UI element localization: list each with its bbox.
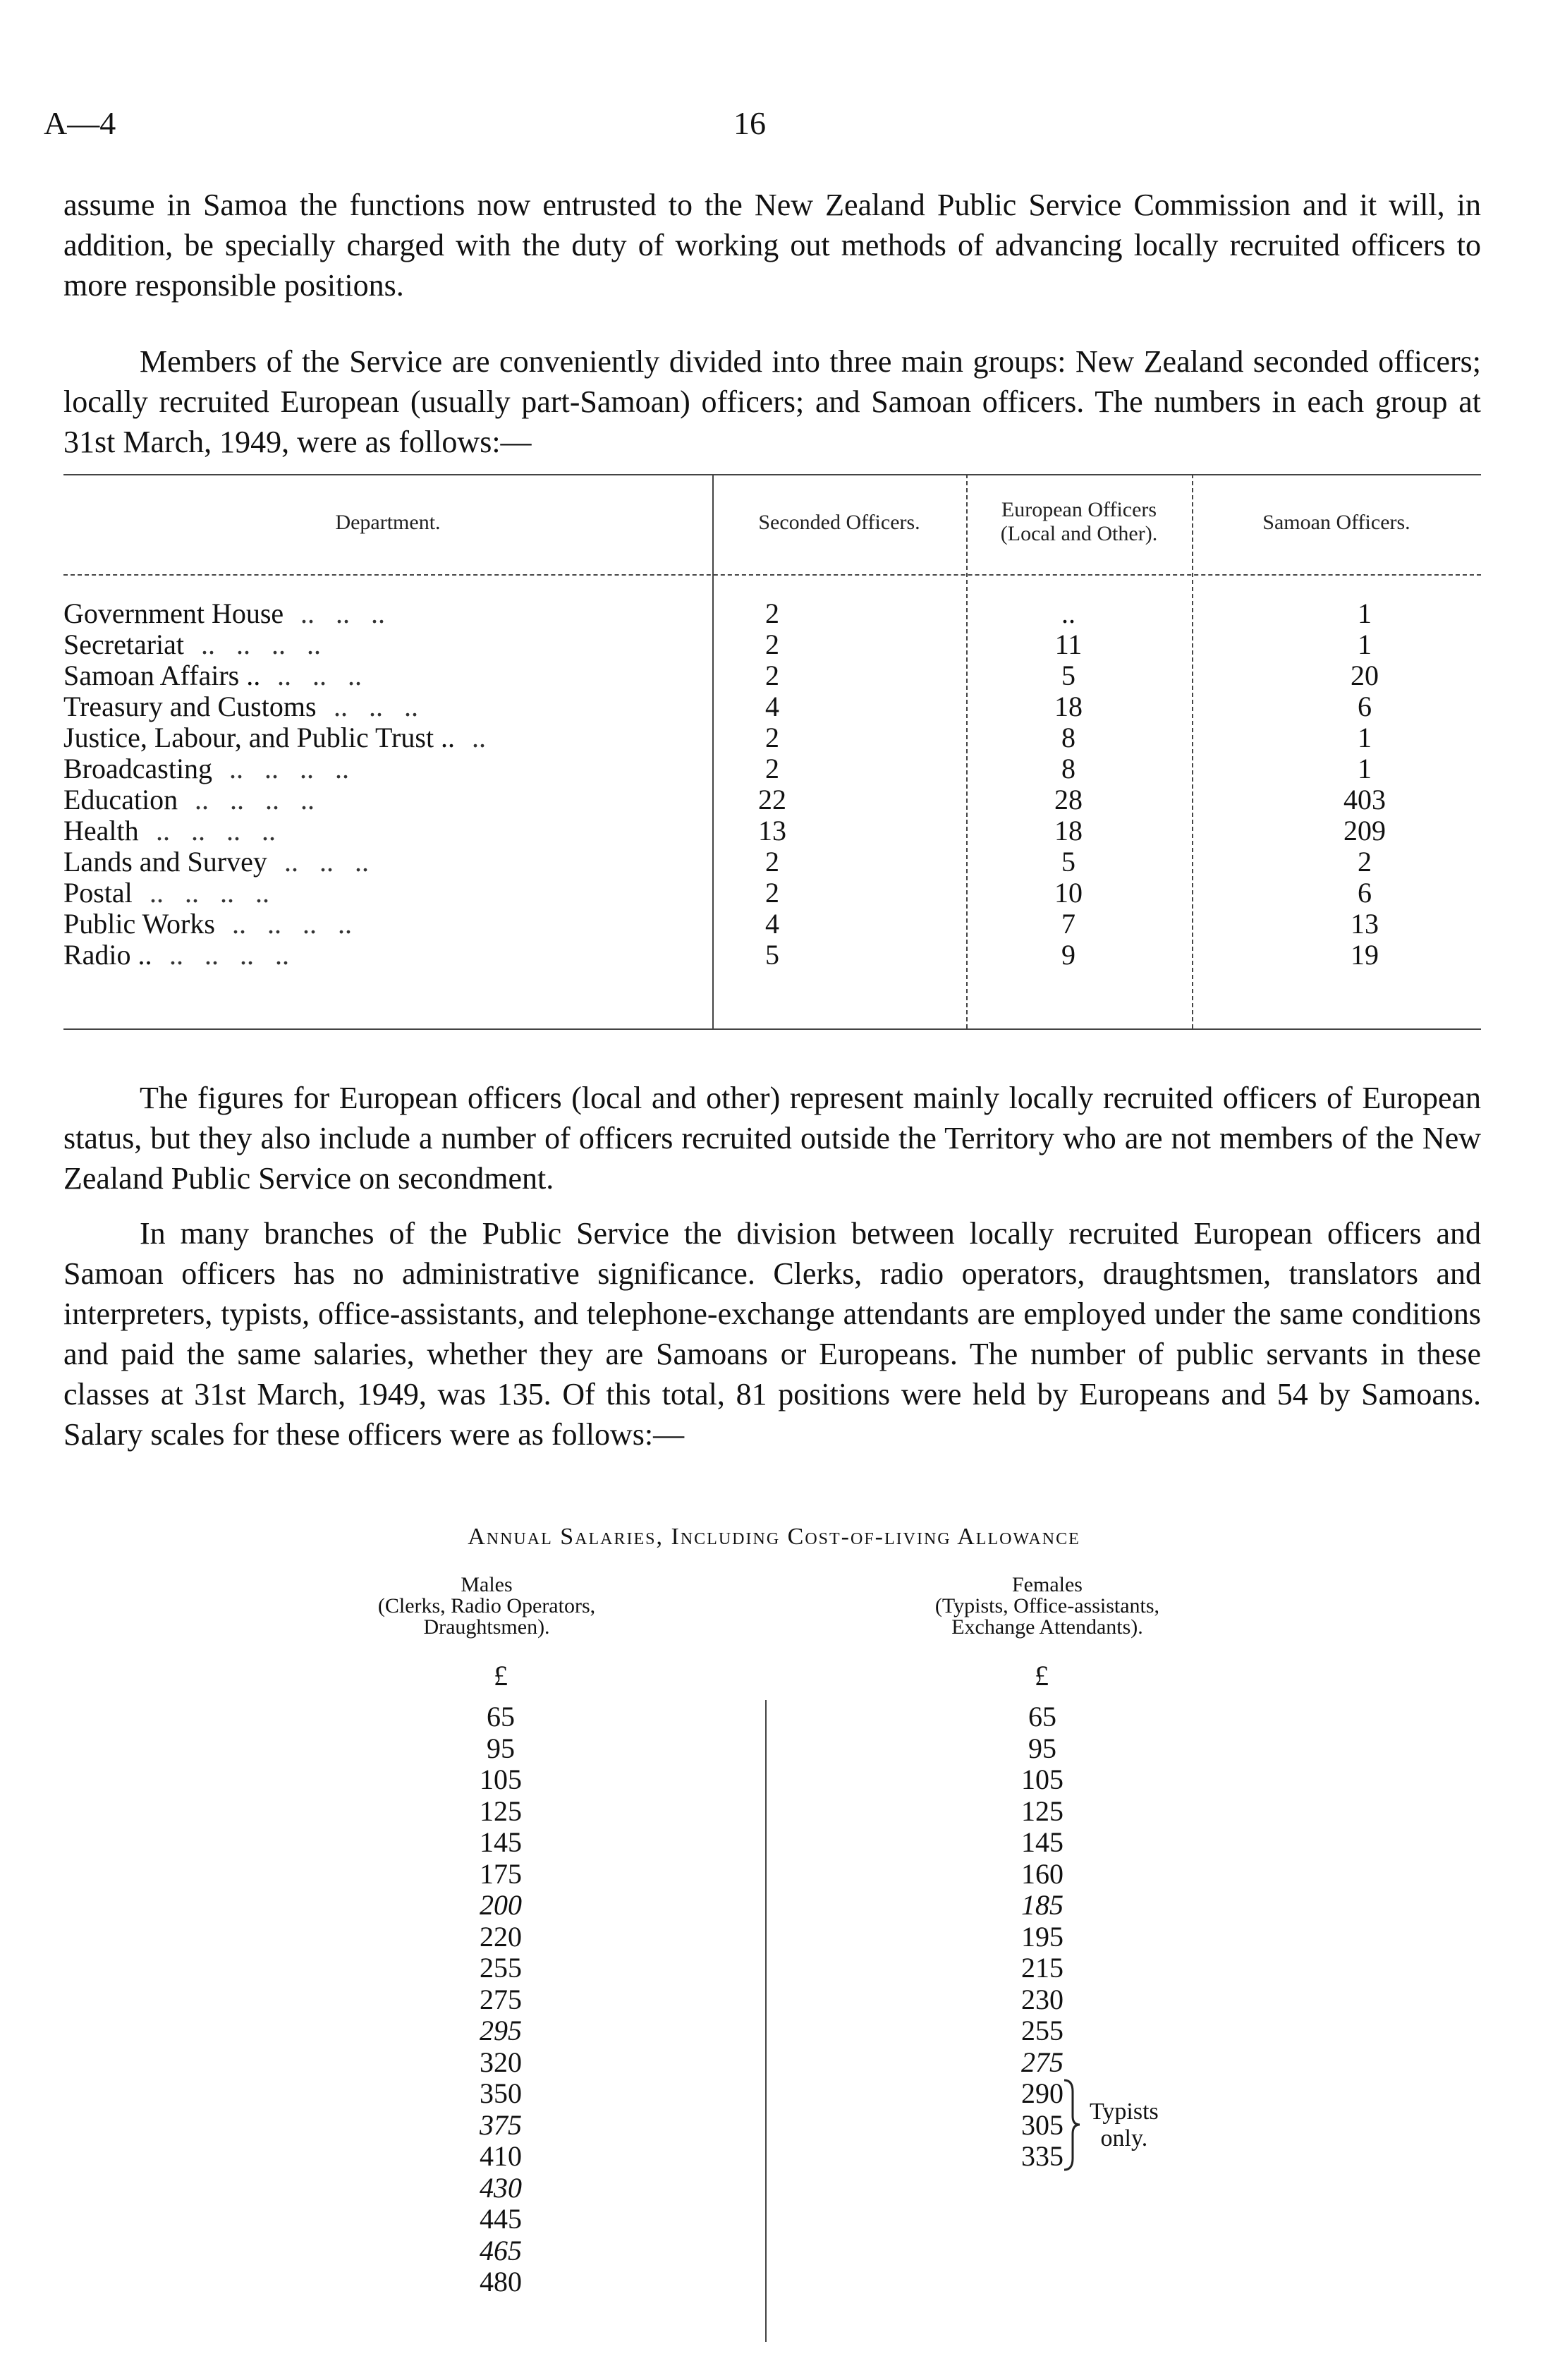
department-cell: Government House <box>63 597 284 629</box>
females-salary-value: 275 <box>1021 2046 1064 2078</box>
seconded-cell: 2 <box>765 753 779 784</box>
females-salary-value: 145 <box>1021 1826 1064 1858</box>
table-row <box>63 598 1481 629</box>
european-cell: 5 <box>1061 846 1075 878</box>
table-row <box>63 753 1481 784</box>
paragraph-4: In many branches of the Public Service the division between locally recruited European officers and Samoan officers has no administrative significance. Clerks, radio operators, draughtsmen, translators and interpreters, typists, office-assistants, and telephone-exchange attendants are employed under the same conditions and paid the same salaries, whether they are Samoans or Europeans. The number of public servants in these classes at 31st March, 1949, was 135. Of this total, 81 positions were held by Europeans and 54 by Samoans. Salary scales for these officers were as follows:— <box>63 1216 1481 1452</box>
seconded-cell: 4 <box>765 908 779 940</box>
leader-dots: .. .. .. <box>300 597 385 629</box>
females-head-line1: Females <box>1012 1573 1083 1596</box>
department-cell: Health <box>63 815 139 846</box>
department-cell: Radio .. <box>63 939 152 971</box>
table-row <box>63 629 1481 660</box>
females-salary-value: 95 <box>1028 1732 1056 1764</box>
samoan-cell: 1 <box>1358 597 1372 629</box>
european-cell: .. <box>1061 597 1075 629</box>
males-salary-value: 445 <box>480 2203 522 2235</box>
samoan-cell: 2 <box>1358 846 1372 878</box>
department-cell: Public Works <box>63 908 215 940</box>
leader-dots: .. .. .. <box>334 691 418 722</box>
leader-dots: .. .. .. <box>277 660 362 691</box>
table-row <box>63 784 1481 815</box>
males-salary-value: 220 <box>480 1920 522 1953</box>
seconded-cell: 2 <box>765 660 779 691</box>
department-cell: Treasury and Customs <box>63 691 317 722</box>
department-cell: Lands and Survey <box>63 846 267 878</box>
page-number: 16 <box>733 105 766 141</box>
department-cell: Justice, Labour, and Public Trust .. <box>63 722 456 753</box>
males-salary-value: 175 <box>480 1857 522 1890</box>
males-head-line2: (Clerks, Radio Operators, <box>377 1594 596 1617</box>
males-salary-value: 350 <box>480 2077 522 2109</box>
typists-note-line1: Typists <box>1090 2099 1159 2125</box>
department-cell: Secretariat <box>63 629 184 660</box>
table-header-rule <box>63 574 1481 576</box>
seconded-cell: 13 <box>758 815 786 846</box>
samoan-cell: 1 <box>1358 722 1372 753</box>
salary-divider <box>765 1700 767 2342</box>
table-row <box>63 660 1481 691</box>
paragraph-2: Members of the Service are conveniently divided into three main groups: New Zealand seconded officers; locally recruited European (usually part-Samoan) officers; and Samoan officers. The numbers in each group at 31st March, 1949, were as follows:— <box>63 344 1481 459</box>
leader-dots: .. .. .. .. <box>150 877 269 909</box>
seconded-cell: 2 <box>765 877 779 909</box>
table-row <box>63 909 1481 940</box>
seconded-cell: 2 <box>765 722 779 753</box>
european-cell: 10 <box>1054 877 1083 909</box>
typists-note-line2: only. <box>1100 2125 1148 2151</box>
males-unit: £ <box>494 1660 508 1692</box>
department-cell: Samoan Affairs .. <box>63 660 261 691</box>
samoan-cell: 1 <box>1358 753 1372 784</box>
seconded-cell: 4 <box>765 691 779 722</box>
males-head-line1: Males <box>461 1573 513 1596</box>
samoan-cell: 20 <box>1351 660 1379 691</box>
header-seconded: Seconded Officers. <box>758 511 920 534</box>
samoan-cell: 209 <box>1343 815 1386 846</box>
males-salary-value: 410 <box>480 2140 522 2172</box>
males-salary-value: 200 <box>480 1889 522 1921</box>
males-salary-value: 320 <box>480 2046 522 2078</box>
males-salary-value: 145 <box>480 1826 522 1858</box>
table-top-rule <box>63 474 1481 475</box>
males-salary-value: 430 <box>480 2171 522 2204</box>
seconded-cell: 2 <box>765 629 779 660</box>
females-salary-value: 105 <box>1021 1763 1064 1795</box>
table-row <box>63 691 1481 722</box>
males-salary-value: 275 <box>480 1983 522 2015</box>
seconded-cell: 22 <box>758 784 786 815</box>
females-salary-value: 185 <box>1021 1889 1064 1921</box>
leader-dots: .. .. .. .. <box>229 753 349 784</box>
european-cell: 28 <box>1054 784 1083 815</box>
header-department: Department. <box>335 511 441 534</box>
paragraph-3: The figures for European officers (local and other) represent mainly locally recruited officers of European status, but they also include a number of officers recruited outside the Territory who are not members of the New Zealand Public Service on secondment. <box>63 1081 1481 1196</box>
samoan-cell: 6 <box>1358 691 1372 722</box>
males-salary-value: 95 <box>487 1732 515 1764</box>
males-salary-value: 105 <box>480 1763 522 1795</box>
females-salary-value: 255 <box>1021 2015 1064 2046</box>
leader-dots: .. .. .. <box>284 846 369 878</box>
females-salary-value: 125 <box>1021 1795 1064 1827</box>
females-salary-value: 290 <box>1021 2077 1064 2109</box>
table-row <box>63 722 1481 753</box>
females-salary-value: 65 <box>1028 1701 1056 1732</box>
males-salary-value: 480 <box>480 2266 522 2297</box>
table-row <box>63 878 1481 909</box>
header-samoan: Samoan Officers. <box>1262 511 1410 534</box>
european-cell: 9 <box>1061 939 1075 971</box>
females-salary-value: 230 <box>1021 1983 1064 2015</box>
females-unit: £ <box>1035 1660 1049 1692</box>
seconded-cell: 2 <box>765 846 779 878</box>
european-cell: 18 <box>1054 815 1083 846</box>
header-european-line2: (Local and Other). <box>1000 522 1158 545</box>
males-head-line3: Draughtsmen). <box>423 1615 550 1639</box>
header-european-line1: European Officers <box>1001 498 1157 521</box>
samoan-cell: 19 <box>1351 939 1379 971</box>
table-row <box>63 846 1481 878</box>
females-head-line2: (Typists, Office-assistants, <box>934 1594 1160 1617</box>
department-cell: Broadcasting <box>63 753 213 784</box>
females-salary-value: 160 <box>1021 1857 1064 1890</box>
european-cell: 8 <box>1061 722 1075 753</box>
european-cell: 18 <box>1054 691 1083 722</box>
leader-dots: .. .. .. .. <box>232 908 352 940</box>
leader-dots: .. <box>472 722 486 753</box>
typists-brace <box>1061 2077 1083 2173</box>
table-row <box>63 940 1481 971</box>
department-cell: Postal <box>63 877 133 909</box>
males-salary-value: 465 <box>480 2234 522 2266</box>
department-cell: Education <box>63 784 178 815</box>
males-salary-value: 375 <box>480 2108 522 2141</box>
samoan-cell: 403 <box>1343 784 1386 815</box>
seconded-cell: 5 <box>765 939 779 971</box>
european-cell: 11 <box>1054 629 1083 660</box>
males-salary-value: 295 <box>480 2015 522 2046</box>
females-salary-value: 215 <box>1021 1952 1064 1984</box>
samoan-cell: 6 <box>1358 877 1372 909</box>
european-cell: 5 <box>1061 660 1075 691</box>
leader-dots: .. .. .. .. <box>156 815 276 846</box>
females-salary-value: 335 <box>1021 2140 1064 2172</box>
females-salary-value: 305 <box>1021 2108 1064 2141</box>
leader-dots: .. .. .. .. <box>195 784 315 815</box>
males-salary-value: 255 <box>480 1952 522 1984</box>
european-cell: 8 <box>1061 753 1075 784</box>
females-head-line3: Exchange Attendants). <box>951 1615 1143 1639</box>
table-row <box>63 815 1481 846</box>
males-salary-value: 65 <box>487 1701 515 1732</box>
females-salary-value: 195 <box>1021 1920 1064 1953</box>
leader-dots: .. .. .. .. <box>169 939 289 971</box>
typists-note <box>1090 2099 1159 2152</box>
european-cell: 7 <box>1061 908 1075 940</box>
samoan-cell: 1 <box>1358 629 1372 660</box>
leader-dots: .. .. .. .. <box>201 629 321 660</box>
samoan-cell: 13 <box>1351 908 1379 940</box>
seconded-cell: 2 <box>765 597 779 629</box>
males-salary-value: 125 <box>480 1795 522 1827</box>
document-reference: A—4 <box>44 105 116 141</box>
table-bottom-rule <box>63 1028 1481 1030</box>
salary-title: Annual Salaries, Including Cost-of-living Allowance <box>468 1524 1080 1550</box>
officers-table <box>63 474 1481 1031</box>
paragraph-1: assume in Samoa the functions now entrusted to the New Zealand Public Service Commission and it will, in addition, be specially charged with the duty of working out methods of advancing locally recruited officers to more responsible positions. <box>63 188 1481 303</box>
